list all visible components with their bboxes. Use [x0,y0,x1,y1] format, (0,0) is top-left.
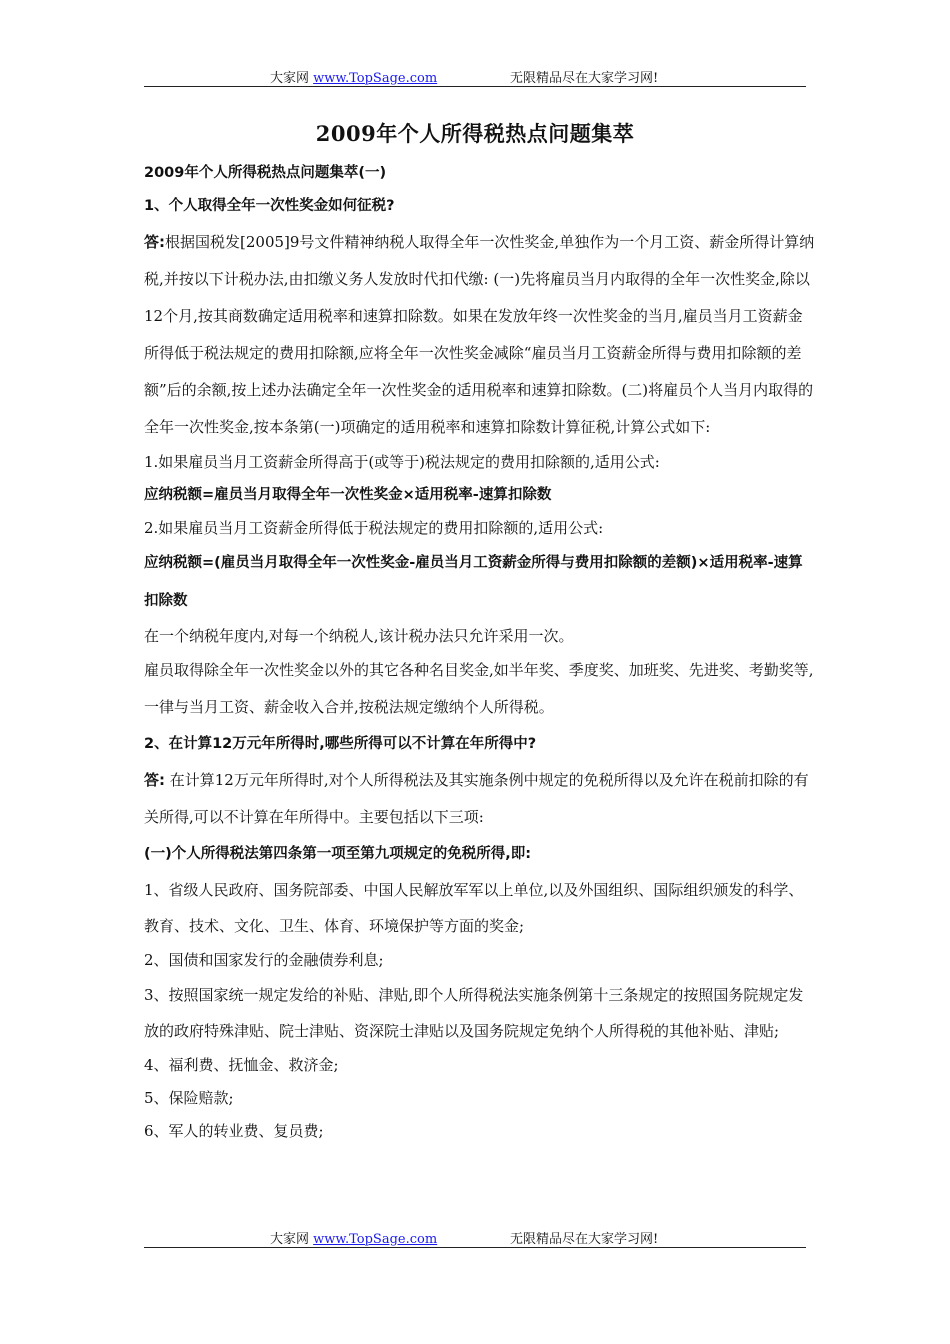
document-title: 2009年个人所得税热点问题集萃 [315,121,635,146]
formula-1: 应纳税额=雇员当月取得全年一次性奖金×适用税率-速算扣除数 [144,487,552,503]
document-subtitle: 2009年个人所得税热点问题集萃(一) [144,165,387,181]
list-item: 3、按照国家统一规定发给的补贴、津贴,即个人所得税法实施条例第十三条规定的按照国务院规定发放的政府特殊津贴、院士津贴、资深院士津贴以及国务院规定免纳个人所得税的其他补贴、津贴; [144,986,804,1040]
footer-site: 大家网 www.TopSage.com [270,1232,438,1247]
answer-2-label: 答: [144,771,165,789]
note-2: 雇员取得除全年一次性奖金以外的其它各种名目奖金,如半年奖、季度奖、加班奖、先进奖、考勤奖等,一律与当月工资、薪金收入合并,按税法规定缴纳个人所得税。 [144,661,814,716]
note-1: 在一个纳税年度内,对每一个纳税人,该计税办法只允许采用一次。 [144,627,574,645]
list-item: 1、省级人民政府、国务院部委、中国人民解放军军以上单位,以及外国组织、国际组织颁发的科学、教育、技术、文化、卫生、体育、环境保护等方面的奖金; [144,881,804,935]
question-1: 1、个人取得全年一次性奖金如何征税? [144,198,395,214]
case-2: 2.如果雇员当月工资薪金所得低于税法规定的费用扣除额的,适用公式: [144,519,604,537]
header-slogan: 无限精品尽在大家学习网! [510,71,659,86]
page-header [144,64,806,87]
question-2: 2、在计算12万元年所得时,哪些所得可以不计算在年所得中? [144,736,537,752]
case-1: 1.如果雇员当月工资薪金所得高于(或等于)税法规定的费用扣除额的,适用公式: [144,453,660,471]
page-footer [144,1225,806,1248]
list-item: 4、福利费、抚恤金、救济金; [144,1056,339,1074]
document-body [144,158,816,1148]
list-item: 5、保险赔款; [144,1089,234,1107]
answer-1 [144,224,816,446]
list-item: 2、国债和国家发行的金融债券利息; [144,951,384,969]
answer-1-label: 答: [144,233,165,251]
answer-1-text: 根据国税发[2005]9号文件精神纳税人取得全年一次性奖金,单独作为一个月工资、薪金所得计算纳税,并按以下计税办法,由扣缴义务人发放时代扣代缴: (一)先将雇员当月内取得的全年一次性奖金,除以12个月,按其商数确定适用税率和速算扣除数。如果在发放年终一次性奖金的当月,雇员当月工资薪金所得低于税法规定的费用扣除额,应将全年一次性奖金减除“雇员当月工资薪金所得与费用扣除额的差额”后的余额,按上述办法确定全年一次性奖金的适用税率和速算扣除数。(二)将雇员个人当月内取得的全年一次性奖金,按本条第(一)项确定的适用税率和速算扣除数计算征税,计算公式如下: [144,233,815,436]
footer-slogan: 无限精品尽在大家学习网! [510,1232,659,1247]
header-site-link[interactable]: www.TopSage.com [313,71,438,86]
answer-2-text: 在计算12万元年所得时,对个人所得税法及其实施条例中规定的免税所得以及允许在税前扣除的有关所得,可以不计算在年所得中。主要包括以下三项: [144,771,809,826]
answer-2 [144,762,816,836]
formula-2: 应纳税额=(雇员当月取得全年一次性奖金-雇员当月工资薪金所得与费用扣除额的差额)×适用税率-速算扣除数 [144,555,803,609]
section-heading: (一)个人所得税法第四条第一项至第九项规定的免税所得,即: [144,846,532,862]
list-item: 6、军人的转业费、复员费; [144,1122,324,1140]
header-site: 大家网 www.TopSage.com [270,71,438,86]
footer-site-link[interactable]: www.TopSage.com [313,1232,438,1247]
